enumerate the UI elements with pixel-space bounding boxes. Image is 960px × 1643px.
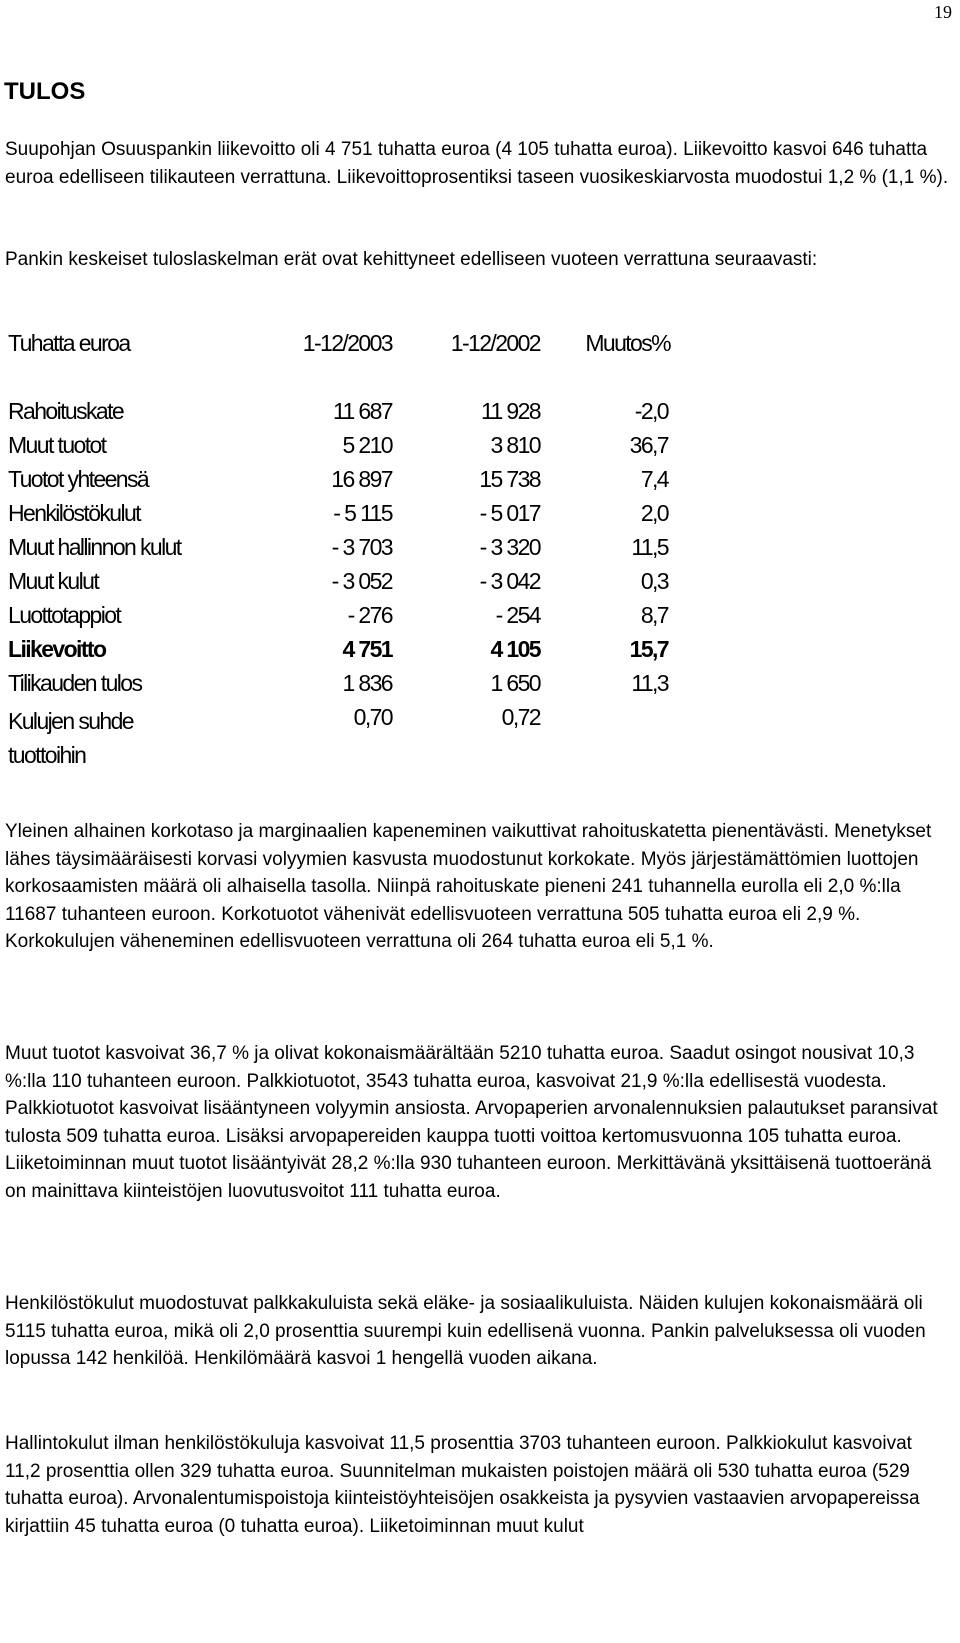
row-label: Tilikauden tulos xyxy=(8,670,142,696)
value-2003: 4 751 xyxy=(342,636,392,662)
value-2002: - 3 042 xyxy=(479,568,540,594)
row-label: Kulujen suhde tuottoihin xyxy=(8,708,133,768)
value-2002: 0,72 xyxy=(501,704,540,730)
table-row xyxy=(8,432,668,466)
change-percent: 2,0 xyxy=(640,500,668,526)
value-2003: - 3 052 xyxy=(331,568,392,594)
table-row xyxy=(8,704,668,772)
income-statement-table xyxy=(8,330,668,772)
value-2002: 1 650 xyxy=(490,670,540,696)
header-change: Muutos% xyxy=(585,330,670,356)
table-header-row xyxy=(8,330,668,398)
paragraph-henkilostokulut: Henkilöstökulut muodostuvat palkkakuluista sekä eläke- ja sosiaalikuluista. Näiden kulujen kokonaismäärä oli 5115 tuhatta euroa, mikä oli 2,0 prosenttia suurempi kuin edellisenä vuonna. Pankin palveluksessa oli vuoden lopussa 142 henkilöä. Henkilömäärä kasvoi 1 hengellä vuoden aikana. xyxy=(5,1293,926,1369)
row-label: Tuotot yhteensä xyxy=(8,466,149,492)
paragraph-hallintokulut: Hallintokulut ilman henkilöstökuluja kasvoivat 11,5 prosenttia 3703 tuhanteen euroon. Palkkiokulut kasvoivat 11,2 prosenttia ollen 329 tuhatta euroa. Suunnitelman mukaisten poistojen määrä oli 530 tuhatta euroa (529 tuhatta euroa). Arvonalentumispoistoja kiinteistöyhteisöjen osakkeista ja pysyvien vastaavien arvopapereissa kirjattiin 45 tuhatta euroa (0 tuhatta euroa). Liiketoiminnan muut kulut xyxy=(5,1433,920,1537)
value-2003: - 3 703 xyxy=(331,534,392,560)
row-label: Liikevoitto xyxy=(8,636,106,662)
table-row xyxy=(8,500,668,534)
row-label: Muut tuotot xyxy=(8,432,106,458)
paragraph-muut-tuotot: Muut tuotot kasvoivat 36,7 % ja olivat kokonaismäärältään 5210 tuhatta euroa. Saadut osingot nousivat 10,3 %:lla 110 tuhanteen euroon. Palkkiotuotot, 3543 tuhatta euroa, kasvoivat 21,9 %:lla edellisestä vuodesta. Palkkiotuotot kasvoivat lisääntyneen volyymin ansiosta. Arvopaperien arvonalennuksien palautukset paransivat tulosta 509 tuhatta euroa. Lisäksi arvopapereiden kauppa tuotti voittoa kertomusvuonna 105 tuhatta euroa. Liiketoiminnan muut tuotot lisääntyivät 28,2 %:lla 930 tuhanteen euroon. Merkittävänä yksittäisenä tuottoeränä on mainittava kiinteistöjen luovutusvoitot 111 tuhatta euroa. xyxy=(5,1043,938,1202)
header-unit: Tuhatta euroa xyxy=(8,330,130,356)
value-2003: 16 897 xyxy=(331,466,392,492)
table-row xyxy=(8,636,668,670)
change-percent: 0,3 xyxy=(640,568,668,594)
value-2003: - 276 xyxy=(347,602,392,628)
change-percent: 11,5 xyxy=(631,534,668,560)
paragraph-rahoituskate: Yleinen alhainen korkotaso ja marginaalien kapeneminen vaikuttivat rahoituskatetta pienentävästi. Menetykset lähes täysimääräisesti korvasi volyymien kasvusta muodostunut korkokate. Myös järjestämättömien luottojen korkosaamisten määrä oli alhaisella tasolla. Niinpä rahoituskate pieneni 241 tuhannella eurolla eli 2,0 %:lla 11687 tuhanteen euroon. Korkotuotot vähenivät edellisvuoteen verrattuna 505 tuhatta euroa eli 2,9 %. Korkokulujen väheneminen edellisvuoteen verrattuna oli 264 tuhatta euroa eli 5,1 %. xyxy=(5,821,932,952)
table-row xyxy=(8,602,668,636)
table-row xyxy=(8,398,668,432)
intro-paragraph: Suupohjan Osuuspankin liikevoitto oli 4 751 tuhatta euroa (4 105 tuhatta euroa). Liikevoitto kasvoi 646 tuhatta euroa edelliseen tilikauteen verrattuna. Liikevoittoprosentiksi taseen vuosikeskiarvosta muodostui 1,2 % (1,1 %). xyxy=(5,139,949,188)
table-intro-paragraph: Pankin keskeiset tuloslaskelman erät ovat kehittyneet edelliseen vuoteen verrattuna seuraavasti: xyxy=(5,249,818,270)
value-2002: 4 105 xyxy=(490,636,540,662)
change-percent: 11,3 xyxy=(631,670,668,696)
value-2003: 0,70 xyxy=(353,704,392,730)
row-label: Muut kulut xyxy=(8,568,99,594)
row-label: Luottotappiot xyxy=(8,602,121,628)
row-label: Rahoituskate xyxy=(8,398,124,424)
value-2003: 11 687 xyxy=(332,398,392,424)
table-row xyxy=(8,568,668,602)
page-number: 19 xyxy=(934,2,952,22)
change-percent: -2,0 xyxy=(634,398,668,424)
row-label: Henkilöstökulut xyxy=(8,500,140,526)
value-2002: - 5 017 xyxy=(479,500,540,526)
section-heading: TULOS xyxy=(4,78,86,105)
value-2002: 15 738 xyxy=(479,466,540,492)
value-2003: - 5 115 xyxy=(333,500,392,526)
table-row xyxy=(8,670,668,704)
change-percent: 15,7 xyxy=(629,636,668,662)
header-2002: 1-12/2002 xyxy=(450,330,540,356)
value-2003: 5 210 xyxy=(342,432,392,458)
table-row xyxy=(8,534,668,568)
value-2002: - 254 xyxy=(495,602,540,628)
row-label: Muut hallinnon kulut xyxy=(8,534,181,560)
header-2003: 1-12/2003 xyxy=(302,330,392,356)
change-percent: 36,7 xyxy=(629,432,668,458)
value-2003: 1 836 xyxy=(342,670,392,696)
value-2002: 3 810 xyxy=(490,432,540,458)
value-2002: 11 928 xyxy=(480,398,540,424)
change-percent: 7,4 xyxy=(640,466,668,492)
change-percent: 8,7 xyxy=(640,602,668,628)
table-row xyxy=(8,466,668,500)
value-2002: - 3 320 xyxy=(479,534,540,560)
